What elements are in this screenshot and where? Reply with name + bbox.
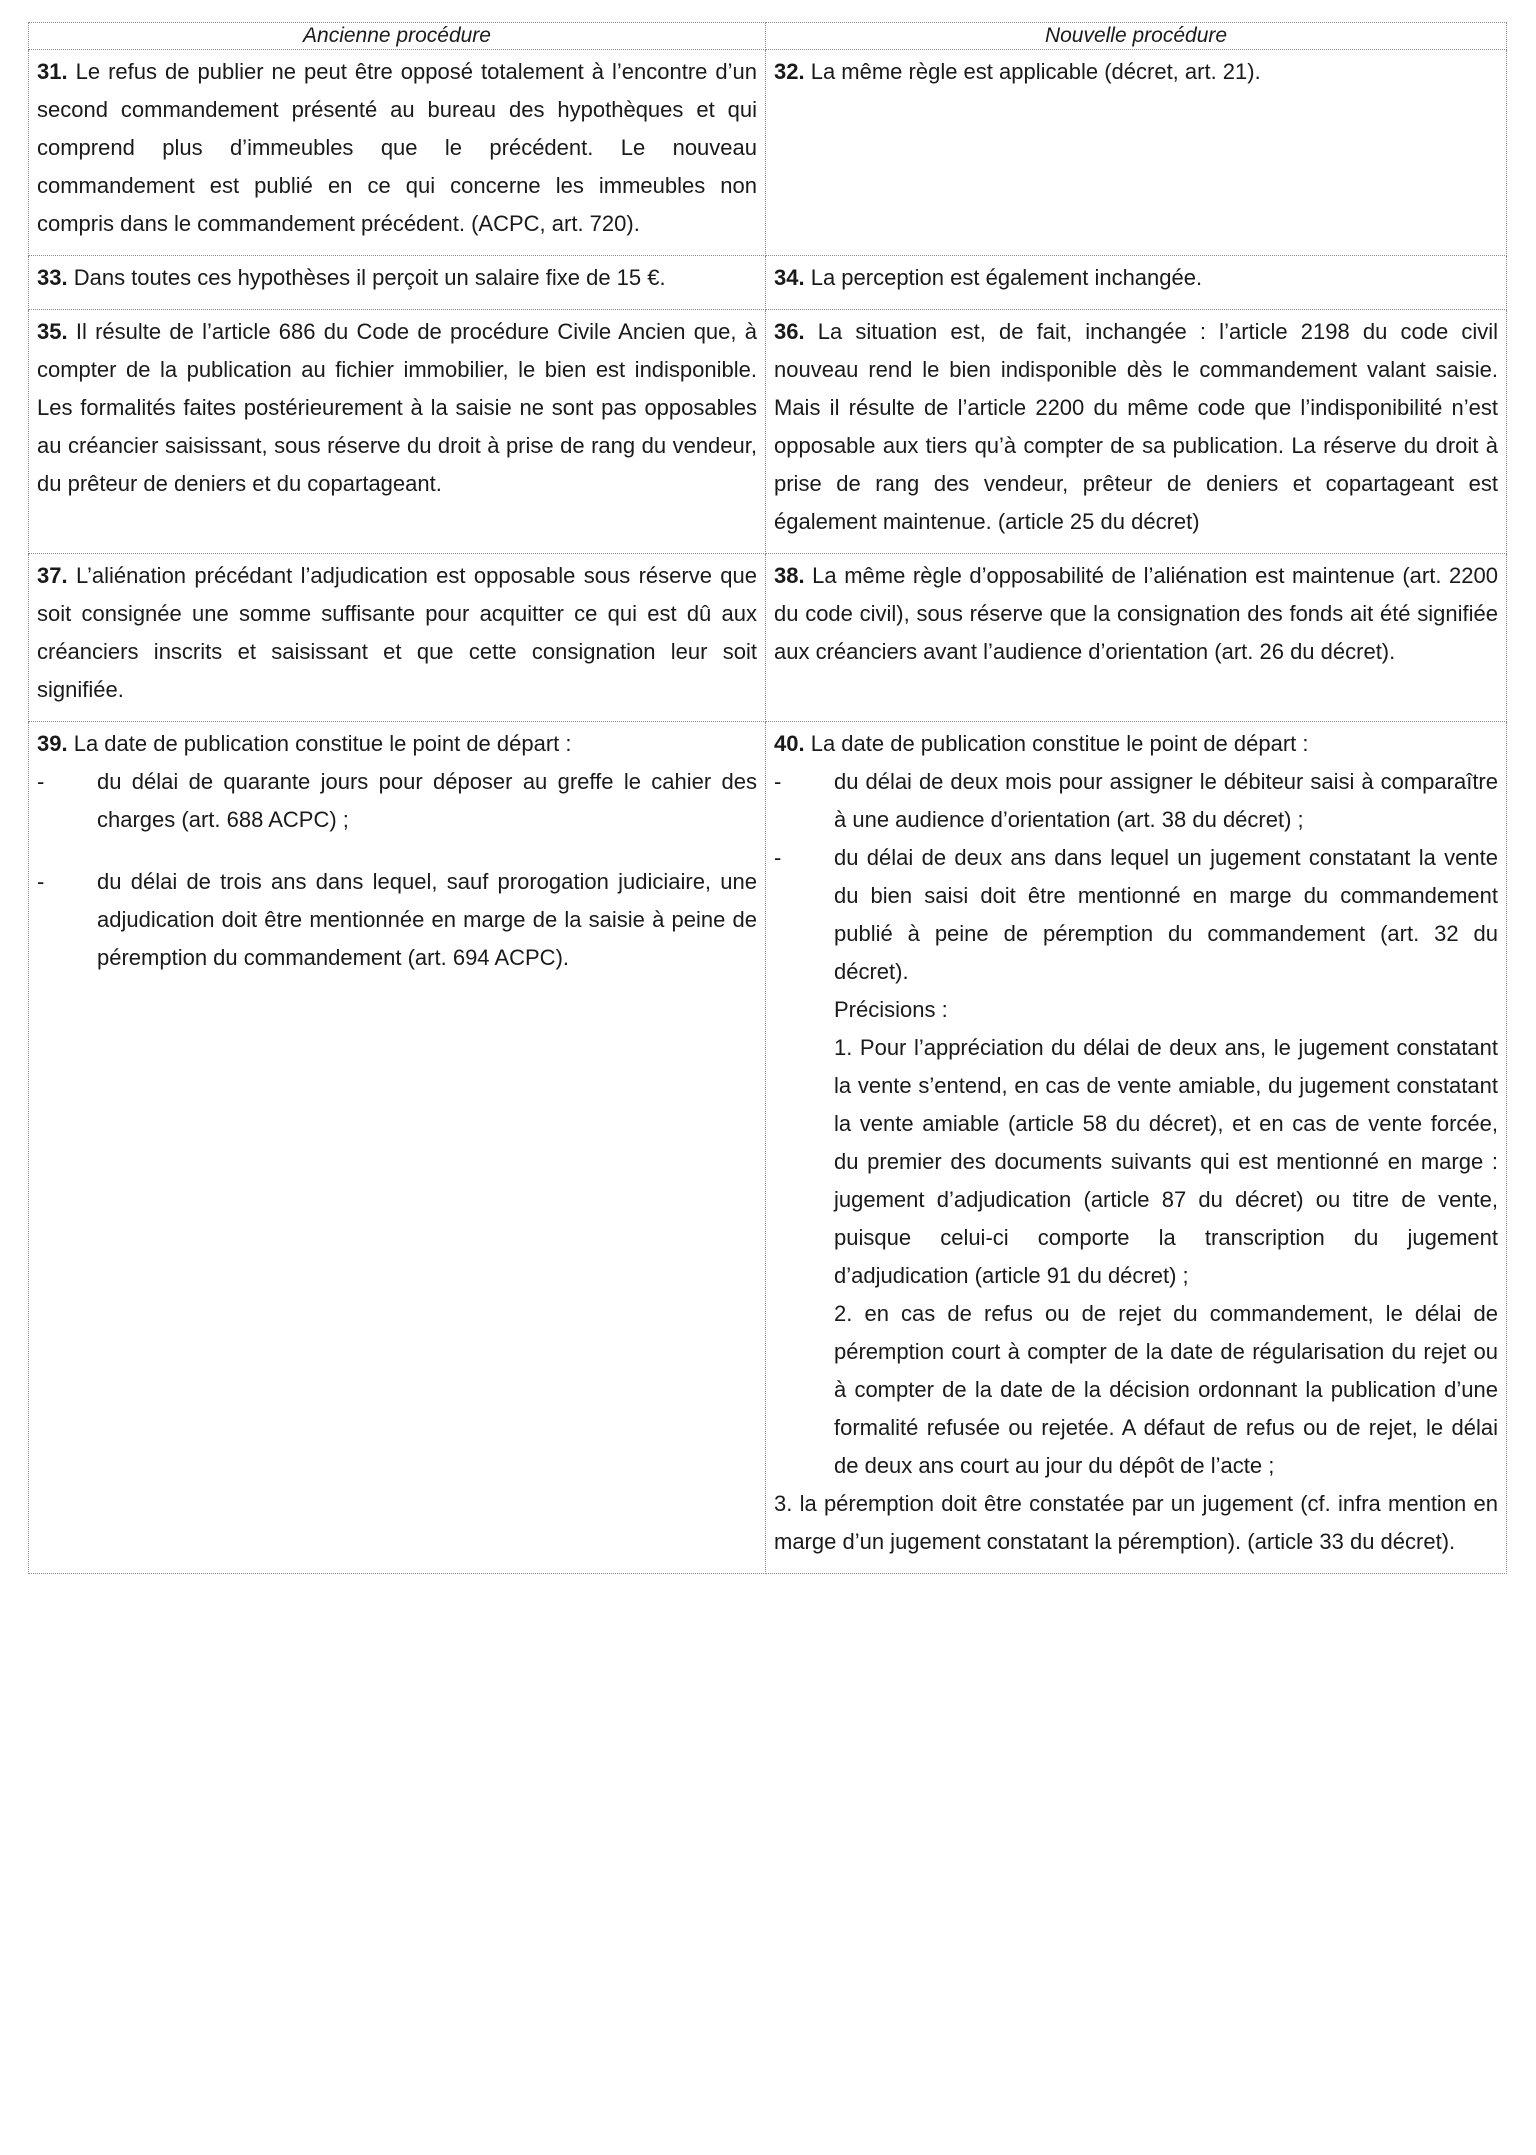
paragraph-number: 39. [37, 731, 68, 756]
paragraph-text: Le refus de publier ne peut être opposé totalement à l’encontre d’un second commandement présenté au bureau des hypothèques et qui comprend plus d’immeubles que le précédent. Le nouveau commandement est publié en ce qui concerne les immeubles non compris dans le commandement précédent. (ACPC, art. 720). [37, 59, 757, 236]
cell-new-40 [766, 722, 1507, 1574]
precisions-label: Précisions : [834, 997, 948, 1022]
paragraph-number: 36. [774, 319, 805, 344]
bullet-dash: - [774, 769, 782, 794]
cell-new-34 [766, 256, 1507, 310]
cell-old-31 [29, 50, 766, 256]
paragraph-number: 31. [37, 59, 68, 84]
comparison-table [28, 22, 1507, 1574]
cell-old-35 [29, 310, 766, 554]
bullet-item [37, 863, 757, 977]
cell-old-33 [29, 256, 766, 310]
paragraph-text: La même règle d’opposabilité de l’aliénation est maintenue (art. 2200 du code civil), sous réserve que la consignation des fonds ait été signifiée aux créanciers avant l’audience d’orientation (art. 26 du décret). [774, 563, 1498, 664]
precision-3: 3. la péremption doit être constatée par un jugement (cf. infra mention en marge d’un jugement constatant la péremption). (article 33 du décret). [774, 1491, 1498, 1554]
header-ancienne-procedure: Ancienne procédure [29, 23, 766, 50]
paragraph-number: 32. [774, 59, 805, 84]
table-row [29, 722, 1507, 1574]
bullet-item [774, 839, 1498, 991]
table-row [29, 310, 1507, 554]
paragraph-number: 40. [774, 731, 805, 756]
bullet-dash: - [37, 869, 45, 894]
bullet-item [774, 763, 1498, 839]
paragraph-text: L’aliénation précédant l’adjudication est opposable sous réserve que soit consignée une somme suffisante pour acquitter ce qui est dû aux créanciers inscrits et saisissant et que cette consignation leur soit signifiée. [37, 563, 757, 702]
paragraph-number: 33. [37, 265, 68, 290]
paragraph-number: 37. [37, 563, 68, 588]
paragraph-text: La date de publication constitue le point de départ : [804, 731, 1309, 756]
table-row [29, 554, 1507, 722]
cell-new-32 [766, 50, 1507, 256]
bullet-text: du délai de deux ans dans lequel un jugement constatant la vente du bien saisi doit être mentionné en marge du commandement publié à peine de péremption du commandement (art. 32 du décret). [834, 845, 1498, 984]
paragraph-number: 35. [37, 319, 68, 344]
paragraph-text: La perception est également inchangée. [804, 265, 1203, 290]
header-nouvelle-procedure: Nouvelle procédure [766, 23, 1507, 50]
cell-old-39 [29, 722, 766, 1574]
table-row [29, 50, 1507, 256]
bullet-text: du délai de deux mois pour assigner le débiteur saisi à comparaître à une audience d’orientation (art. 38 du décret) ; [834, 769, 1498, 832]
bullet-dash: - [774, 845, 782, 870]
paragraph-text: Il résulte de l’article 686 du Code de procédure Civile Ancien que, à compter de la publication au fichier immobilier, le bien est indisponible. Les formalités faites postérieurement à la saisie ne sont pas opposables au créancier saisissant, sous réserve du droit à prise de rang du vendeur, du prêteur de deniers et du copartageant. [37, 319, 757, 496]
precision-1: 1. Pour l’appréciation du délai de deux ans, le jugement constatant la vente s’entend, en cas de vente amiable, du jugement constatant la vente amiable (article 58 du décret), et en cas de vente forcée, du premier des documents suivants qui est mentionné en marge : jugement d’adjudication (article 87 du décret) ou titre de vente, puisque celui-ci comporte la transcription du jugement d’adjudication (article 91 du décret) ; [834, 1035, 1498, 1288]
paragraph-number: 34. [774, 265, 805, 290]
paragraph-intro [774, 725, 1498, 763]
precision-2: 2. en cas de refus ou de rejet du commandement, le délai de péremption court à compter de la date de régularisation du rejet ou à compter de la date de la décision ordonnant la publication d’une formalité refusée ou rejetée. A défaut de refus ou de rejet, le délai de deux ans court au jour du dépôt de l’acte ; [834, 1301, 1498, 1478]
paragraph-text: La date de publication constitue le point de départ : [67, 731, 572, 756]
bullet-text: du délai de quarante jours pour déposer au greffe le cahier des charges (art. 688 ACPC) ; [97, 769, 757, 832]
paragraph-number: 38. [774, 563, 805, 588]
bullet-text: du délai de trois ans dans lequel, sauf prorogation judiciaire, une adjudication doit être mentionnée en marge de la saisie à peine de péremption du commandement (art. 694 ACPC). [97, 869, 757, 970]
paragraph-text: La situation est, de fait, inchangée : l’article 2198 du code civil nouveau rend le bien indisponible dès le commandement valant saisie. Mais il résulte de l’article 2200 du même code que l’indisponibilité n’est opposable aux tiers qu’à compter de sa publication. La réserve du droit à prise de rang des vendeur, prêteur de deniers et copartageant est également maintenue. (article 25 du décret) [774, 319, 1498, 534]
cell-new-36 [766, 310, 1507, 554]
cell-old-37 [29, 554, 766, 722]
cell-new-38 [766, 554, 1507, 722]
document-page [28, 22, 1506, 2134]
paragraph-intro [37, 725, 757, 763]
header-row [29, 23, 1507, 50]
paragraph-text: La même règle est applicable (décret, art. 21). [804, 59, 1261, 84]
bullet-item [37, 763, 757, 839]
paragraph-text: Dans toutes ces hypothèses il perçoit un salaire fixe de 15 €. [67, 265, 666, 290]
table-row [29, 256, 1507, 310]
bullet-dash: - [37, 769, 45, 794]
